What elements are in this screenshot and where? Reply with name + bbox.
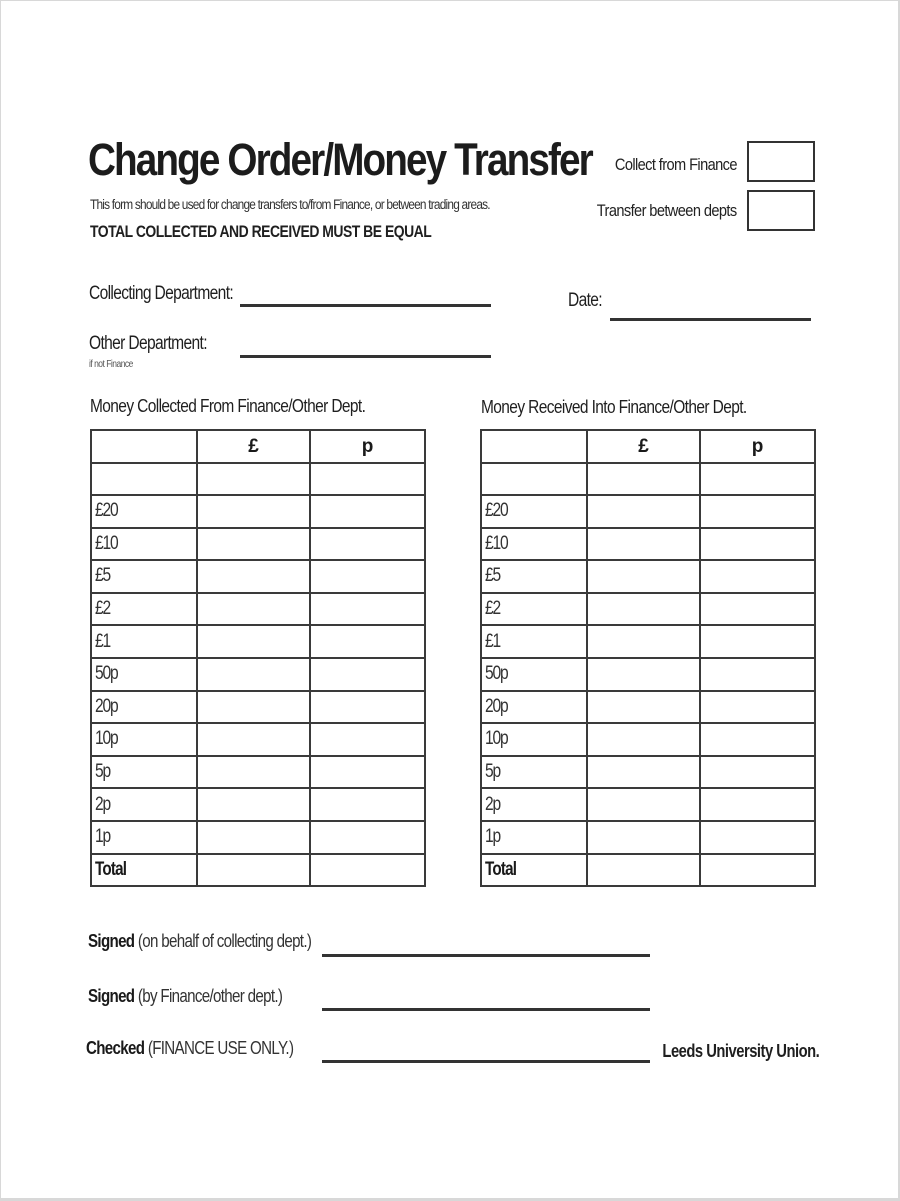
denomination-text: £10	[95, 532, 118, 554]
denomination-text: 50p	[485, 663, 508, 685]
denomination-text: £5	[95, 565, 111, 587]
table-row	[91, 756, 425, 789]
denomination-text: £1	[95, 630, 111, 652]
collected-pounds-cell[interactable]	[197, 821, 310, 854]
denomination-text: 20p	[485, 695, 508, 717]
header-pence: p	[310, 430, 425, 463]
collecting-department-label: Collecting Department:	[89, 283, 234, 304]
table-row	[481, 691, 815, 724]
form-title: Change Order/Money Transfer	[88, 134, 592, 185]
denomination-text: Total	[485, 858, 517, 880]
collected-pence-cell[interactable]	[310, 854, 425, 887]
received-pounds-cell[interactable]	[587, 495, 700, 528]
collected-pence-cell[interactable]	[310, 788, 425, 821]
received-pence-cell[interactable]	[700, 593, 815, 626]
table-row	[481, 560, 815, 593]
denomination-text: £2	[95, 598, 111, 620]
total-label	[91, 854, 197, 887]
denomination-text: £2	[485, 598, 501, 620]
table-row	[91, 788, 425, 821]
denomination-text: 5p	[485, 761, 501, 783]
denomination-text: 5p	[95, 761, 111, 783]
collected-pounds-cell[interactable]	[197, 658, 310, 691]
received-pounds-cell[interactable]	[587, 821, 700, 854]
denomination-label	[481, 821, 587, 854]
checked-input[interactable]	[322, 1038, 650, 1063]
signed-finance-label	[88, 986, 282, 1007]
money-received-title: Money Received Into Finance/Other Dept.	[481, 397, 747, 417]
blank-row-label	[91, 463, 197, 495]
received-pounds-cell[interactable]	[587, 625, 700, 658]
denomination-text: £1	[485, 630, 501, 652]
table-row	[91, 854, 425, 887]
signed-finance-bold: Signed	[88, 986, 135, 1006]
denomination-label	[91, 723, 197, 756]
denomination-text: Total	[95, 858, 127, 880]
received-pounds-cell[interactable]	[587, 756, 700, 789]
collected-pounds-cell[interactable]	[197, 691, 310, 724]
table-header-row	[91, 430, 425, 463]
received-pence-cell[interactable]	[700, 463, 815, 495]
denomination-text: 1p	[95, 826, 111, 848]
denomination-text: 2p	[95, 793, 111, 815]
table-row	[91, 658, 425, 691]
collected-pence-cell[interactable]	[310, 625, 425, 658]
other-department-input[interactable]	[240, 333, 491, 358]
form-warning: TOTAL COLLECTED AND RECEIVED MUST BE EQUAL	[90, 222, 432, 241]
denomination-text: £5	[485, 565, 501, 587]
money-collected-title: Money Collected From Finance/Other Dept.	[90, 396, 366, 416]
checked-label	[86, 1038, 293, 1059]
date-label: Date:	[568, 290, 602, 311]
table-row	[91, 821, 425, 854]
table-row	[481, 625, 815, 658]
transfer-between-depts-label: Transfer between depts	[597, 201, 737, 220]
table-row	[91, 593, 425, 626]
checked-bold: Checked	[86, 1038, 145, 1058]
table-row	[481, 495, 815, 528]
table-row	[481, 463, 815, 495]
denomination-text: £10	[485, 532, 508, 554]
table-row	[481, 821, 815, 854]
denomination-label	[481, 691, 587, 724]
signed-collecting-label	[88, 931, 311, 952]
received-pounds-cell[interactable]	[587, 658, 700, 691]
received-pence-cell[interactable]	[700, 528, 815, 561]
header-blank-cell	[481, 430, 587, 463]
header-pounds: £	[587, 430, 700, 463]
collected-pence-cell[interactable]	[310, 658, 425, 691]
organization-name: Leeds University Union.	[662, 1041, 819, 1061]
other-department-hint: if not Finance	[89, 359, 133, 370]
table-row	[481, 756, 815, 789]
signed-collecting-input[interactable]	[322, 932, 650, 957]
money-received-table	[480, 429, 816, 887]
denomination-label	[91, 691, 197, 724]
denomination-text: 20p	[95, 695, 118, 717]
denomination-label	[481, 658, 587, 691]
header-blank-cell	[91, 430, 197, 463]
received-pounds-cell[interactable]	[587, 528, 700, 561]
transfer-between-depts-checkbox[interactable]	[747, 190, 815, 231]
table-row	[91, 495, 425, 528]
money-collected-table	[90, 429, 426, 887]
collected-pounds-cell[interactable]	[197, 625, 310, 658]
header-pence: p	[700, 430, 815, 463]
collected-pounds-cell[interactable]	[197, 788, 310, 821]
denomination-label	[481, 788, 587, 821]
received-pounds-cell[interactable]	[587, 463, 700, 495]
collect-from-finance-label: Collect from Finance	[614, 155, 737, 174]
denomination-label	[91, 528, 197, 561]
received-pounds-cell[interactable]	[587, 691, 700, 724]
denomination-label	[91, 625, 197, 658]
collect-from-finance-checkbox[interactable]	[747, 141, 815, 182]
received-pence-cell[interactable]	[700, 756, 815, 789]
table-row	[481, 854, 815, 887]
collected-pounds-cell[interactable]	[197, 854, 310, 887]
collected-pounds-cell[interactable]	[197, 593, 310, 626]
received-pence-cell[interactable]	[700, 854, 815, 887]
table-row	[481, 593, 815, 626]
denomination-label	[481, 625, 587, 658]
collected-pence-cell[interactable]	[310, 821, 425, 854]
blank-row-label	[481, 463, 587, 495]
denomination-label	[91, 821, 197, 854]
denomination-label	[91, 495, 197, 528]
collected-pounds-cell[interactable]	[197, 495, 310, 528]
table-row	[91, 560, 425, 593]
received-pence-cell[interactable]	[700, 658, 815, 691]
signed-collecting-note: (on behalf of collecting dept.)	[134, 931, 312, 951]
table-row	[481, 788, 815, 821]
table-row	[91, 463, 425, 495]
denomination-label	[481, 756, 587, 789]
table-row	[91, 691, 425, 724]
collected-pounds-cell[interactable]	[197, 723, 310, 756]
collecting-department-input[interactable]	[240, 282, 491, 307]
denomination-text: 1p	[485, 826, 501, 848]
collected-pence-cell[interactable]	[310, 528, 425, 561]
collected-pounds-cell[interactable]	[197, 528, 310, 561]
denomination-text: 10p	[95, 728, 118, 750]
denomination-label	[91, 788, 197, 821]
table-header-row	[481, 430, 815, 463]
received-pence-cell[interactable]	[700, 560, 815, 593]
received-pounds-cell[interactable]	[587, 723, 700, 756]
table-row	[481, 528, 815, 561]
received-pounds-cell[interactable]	[587, 788, 700, 821]
denomination-label	[481, 723, 587, 756]
denomination-text: 10p	[485, 728, 508, 750]
collected-pence-cell[interactable]	[310, 463, 425, 495]
received-pence-cell[interactable]	[700, 495, 815, 528]
collected-pence-cell[interactable]	[310, 495, 425, 528]
collected-pounds-cell[interactable]	[197, 756, 310, 789]
denomination-label	[91, 560, 197, 593]
table-row	[91, 723, 425, 756]
denomination-label	[481, 528, 587, 561]
received-pence-cell[interactable]	[700, 691, 815, 724]
denomination-label	[91, 593, 197, 626]
received-pounds-cell[interactable]	[587, 560, 700, 593]
total-label	[481, 854, 587, 887]
denomination-label	[481, 560, 587, 593]
received-pence-cell[interactable]	[700, 625, 815, 658]
header-pounds: £	[197, 430, 310, 463]
collected-pence-cell[interactable]	[310, 723, 425, 756]
collected-pence-cell[interactable]	[310, 593, 425, 626]
other-department-label: Other Department:	[89, 333, 207, 354]
received-pounds-cell[interactable]	[587, 593, 700, 626]
denomination-text: 2p	[485, 793, 501, 815]
collected-pence-cell[interactable]	[310, 560, 425, 593]
table-row	[91, 528, 425, 561]
collected-pounds-cell[interactable]	[197, 560, 310, 593]
denomination-text: £20	[95, 500, 118, 522]
collected-pence-cell[interactable]	[310, 756, 425, 789]
received-pence-cell[interactable]	[700, 723, 815, 756]
denomination-label	[91, 658, 197, 691]
denomination-text: £20	[485, 500, 508, 522]
signed-finance-input[interactable]	[322, 986, 650, 1011]
denomination-label	[481, 593, 587, 626]
collected-pounds-cell[interactable]	[197, 463, 310, 495]
table-row	[481, 658, 815, 691]
received-pence-cell[interactable]	[700, 821, 815, 854]
form-instructions: This form should be used for change transfers to/from Finance, or between trading areas.	[90, 197, 490, 212]
denomination-label	[91, 756, 197, 789]
table-row	[91, 625, 425, 658]
denomination-label	[481, 495, 587, 528]
table-row	[481, 723, 815, 756]
checked-note: (FINANCE USE ONLY.)	[144, 1038, 294, 1058]
signed-finance-note: (by Finance/other dept.)	[134, 986, 283, 1006]
received-pounds-cell[interactable]	[587, 854, 700, 887]
denomination-text: 50p	[95, 663, 118, 685]
signed-collecting-bold: Signed	[88, 931, 135, 951]
date-input[interactable]	[610, 296, 811, 321]
received-pence-cell[interactable]	[700, 788, 815, 821]
collected-pence-cell[interactable]	[310, 691, 425, 724]
